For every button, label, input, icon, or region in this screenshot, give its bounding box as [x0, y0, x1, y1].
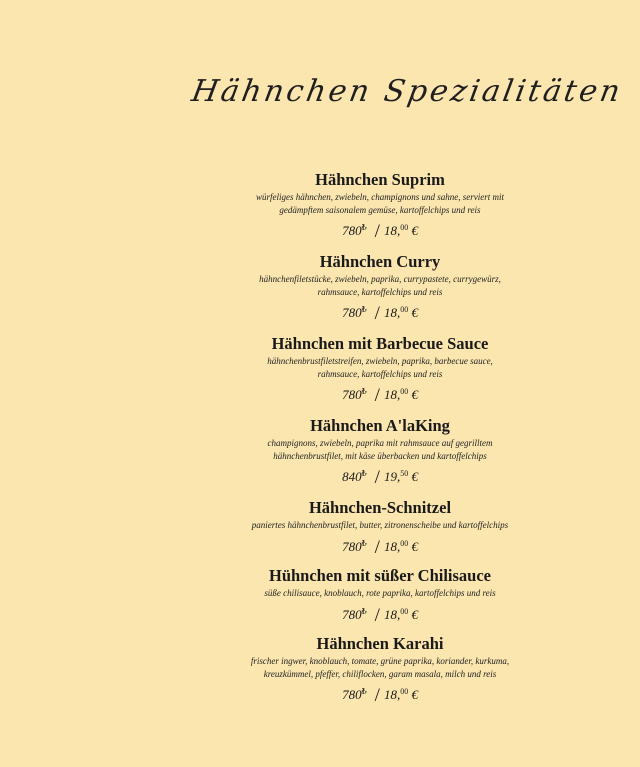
- price-row: [218, 465, 542, 487]
- price-euro-cents: 00: [400, 387, 409, 396]
- price-row: [218, 219, 542, 241]
- lira-symbol: ₺: [361, 538, 367, 548]
- description-line: gedämpftem saisonalem gemüse, kartoffelchips und reis: [279, 204, 481, 215]
- menu-item: [218, 566, 542, 634]
- description-line: hähnchenfiletstücke, zwiebeln, paprika, currypastete, currygewürz,: [259, 274, 501, 284]
- price-euro: 18,: [383, 387, 401, 402]
- dish-name: Hähnchen Karahi: [316, 634, 444, 653]
- dish-description: [218, 191, 542, 216]
- price-euro: 18,: [383, 538, 401, 554]
- dish-description: [218, 273, 542, 298]
- price-separator: /: [374, 536, 380, 558]
- price-lira: 780: [342, 305, 362, 320]
- price-row: [218, 603, 542, 625]
- lira-symbol: ₺: [361, 223, 367, 232]
- price-separator: /: [374, 303, 380, 324]
- lira-symbol: ₺: [361, 469, 367, 478]
- price-separator: /: [374, 604, 380, 626]
- price-euro: 18,: [383, 223, 401, 238]
- price-euro-cents: 00: [400, 223, 409, 232]
- price-row: [218, 383, 542, 405]
- price-row: [218, 683, 542, 705]
- euro-symbol: €: [411, 387, 418, 402]
- description-line: süße chilisauce, knoblauch, rote paprika, kartoffelchips und reis: [264, 588, 496, 598]
- dish-description: [218, 437, 542, 462]
- dish-description: [218, 355, 542, 380]
- dish-name: Hähnchen Suprim: [315, 170, 445, 189]
- price-euro: 19,: [383, 469, 401, 484]
- price-row: [218, 301, 542, 323]
- price-euro: 18,: [383, 606, 401, 622]
- dish-name: Hähnchen Curry: [319, 252, 441, 271]
- price-separator: /: [374, 467, 380, 488]
- dish-name: Hühnchen mit süßer Chilisauce: [268, 566, 492, 585]
- lira-symbol: ₺: [361, 305, 367, 314]
- menu-item: [218, 170, 542, 252]
- price-euro-cents: 00: [400, 687, 409, 696]
- euro-symbol: €: [411, 606, 418, 622]
- price-lira: 780: [342, 687, 362, 702]
- euro-symbol: €: [411, 223, 418, 238]
- menu-item: [218, 252, 542, 334]
- lira-symbol: ₺: [361, 606, 367, 616]
- dish-description: [218, 655, 542, 680]
- euro-symbol: €: [411, 469, 418, 484]
- dish-description: [218, 519, 542, 532]
- price-lira: 780: [342, 606, 362, 622]
- lira-symbol: ₺: [361, 387, 367, 396]
- price-separator: /: [374, 221, 380, 242]
- price-row: [218, 535, 542, 557]
- description-line: frischer ingwer, knoblauch, tomate, grüne paprika, koriander, kurkuma,: [250, 656, 510, 666]
- dish-name: Hähnchen A'laKing: [310, 416, 450, 435]
- menu-item: [218, 498, 542, 566]
- euro-symbol: €: [411, 538, 418, 554]
- price-lira: 780: [342, 387, 362, 402]
- menu-item: [218, 416, 542, 498]
- price-lira: 840: [342, 469, 362, 484]
- price-euro: 18,: [383, 687, 401, 702]
- section-heading: Hähnchen Spezialitäten: [188, 74, 626, 109]
- menu-item: [218, 334, 542, 416]
- description-line: paniertes hähnchenbrustfilet, butter, zitronenscheibe und kartoffelchips: [251, 520, 509, 530]
- description-line: rahmsauce, kartoffelchips und reis: [317, 286, 443, 297]
- dish-name: Hähnchen-Schnitzel: [308, 498, 452, 517]
- price-separator: /: [374, 685, 380, 706]
- description-line: kreuzkümmel, pfeffer, chiliflocken, garam masala, milch und reis: [263, 668, 497, 679]
- price-euro-cents: 00: [400, 538, 409, 548]
- euro-symbol: €: [411, 305, 418, 320]
- description-line: champignons, zwiebeln, paprika mit rahmsauce auf gegrilltem: [267, 438, 493, 448]
- dish-description: [218, 587, 542, 600]
- price-euro-cents: 00: [400, 305, 409, 314]
- price-separator: /: [374, 385, 380, 406]
- price-euro-cents: 00: [400, 606, 409, 616]
- description-line: rahmsauce, kartoffelchips und reis: [317, 368, 443, 379]
- description-line: hähnchenbrustfiletstreifen, zwiebeln, paprika, barbecue sauce,: [267, 356, 493, 366]
- price-euro-cents: 50: [400, 469, 409, 478]
- menu-item: [218, 634, 542, 716]
- menu-list: [218, 170, 542, 716]
- dish-name: Hähnchen mit Barbecue Sauce: [271, 334, 489, 353]
- price-lira: 780: [342, 538, 362, 554]
- price-euro: 18,: [383, 305, 401, 320]
- description-line: hähnchenbrustfilet, mit käse überbacken und kartoffelchips: [273, 450, 487, 461]
- price-lira: 780: [342, 223, 362, 238]
- description-line: würfeliges hähnchen, zwiebeln, champignons und sahne, serviert mit: [256, 192, 504, 202]
- lira-symbol: ₺: [361, 687, 367, 696]
- euro-symbol: €: [411, 687, 418, 702]
